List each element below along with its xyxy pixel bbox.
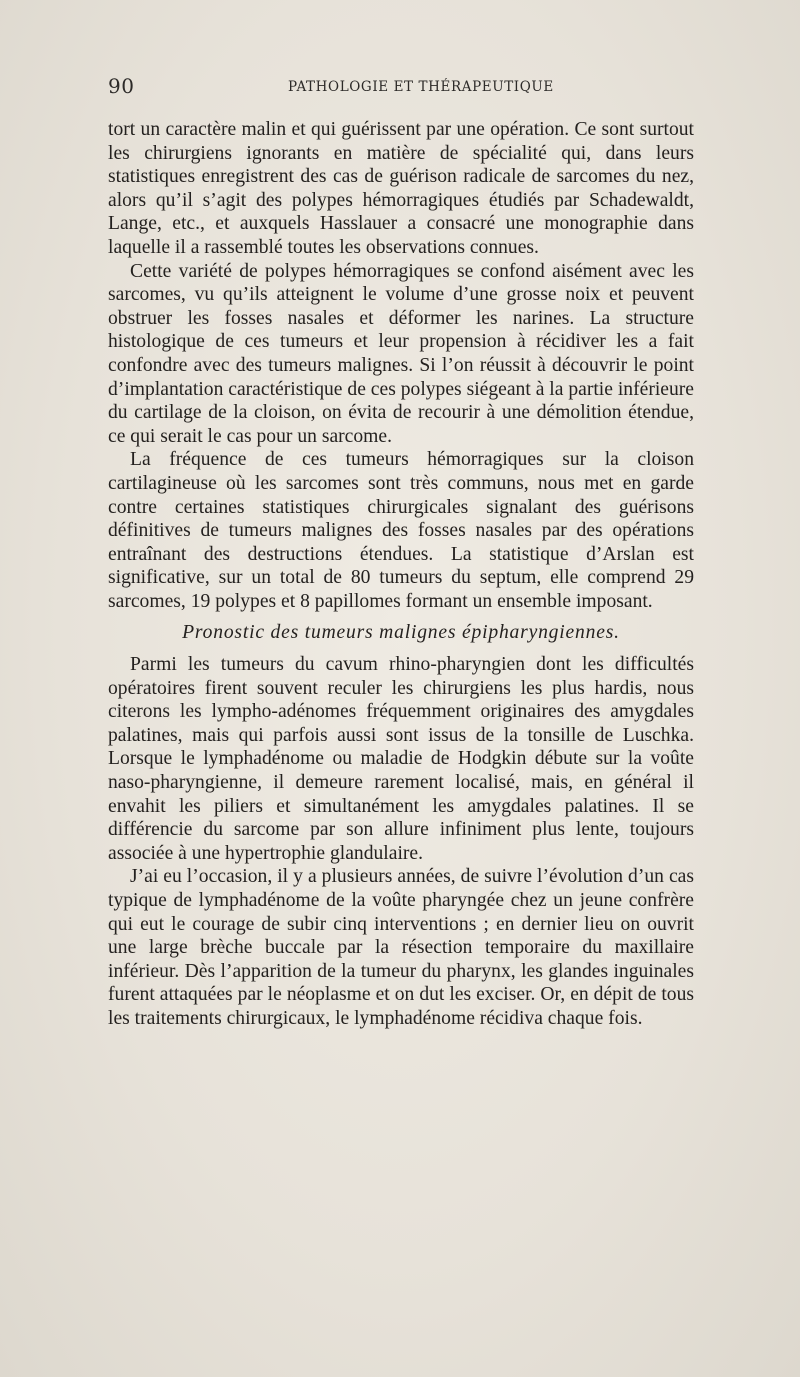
page-number: 90 bbox=[108, 74, 135, 98]
paragraph: La fréquence de ces tumeurs hémorragiques sur la cloison cartilagineuse où les sarcomes sont très communs, nous met en garde contre certaines statistiques chirurgicales signalant des guérisons définitives de tumeurs malignes des fosses nasales par des opérations entraînant des destructions étendues. La statistique d’Arslan est significative, sur un total de 80 tumeurs du septum, elle comprend 29 sarcomes, 19 polypes et 8 papillomes formant un ensemble imposant. bbox=[108, 449, 694, 612]
paragraph: J’ai eu l’occasion, il y a plusieurs années, de suivre l’évolution d’un cas typique de lymphadénome de la voûte pharyngée chez un jeune confrère qui eut le courage de subir cinq interventions ; en dernier lieu on ouvrit une large brèche buccale par la résection temporaire du maxillaire inférieur. Dès l’apparition de la tumeur du pharynx, les glandes inguinales furent attaquées par le néoplasme et on dut les exciser. Or, en dépit de tous les traitements chirurgicaux, le lymphadénome récidiva chaque fois. bbox=[108, 866, 694, 1029]
page-header bbox=[108, 74, 694, 102]
paragraph: Cette variété de polypes hémorragiques se confond aisément avec les sarcomes, vu qu’ils atteignent le volume d’une grosse noix et peuvent obstruer les fosses nasales et déformer les narines. La structure histologique de ces tumeurs et leur propension à récidiver les a fait confondre avec des tumeurs malignes. Si l’on réussit à découvrir le point d’implantation caractéristique de ces polypes siégeant à la partie inférieure du cartilage de la cloison, on évita de recourir à une démolition étendue, ce qui serait le cas pour un sarcome. bbox=[108, 260, 694, 447]
section-heading: Pronostic des tumeurs malignes épipharyngiennes. bbox=[182, 622, 620, 644]
body-text bbox=[108, 118, 694, 1031]
paragraph: Parmi les tumeurs du cavum rhino-pharyngien dont les difficultés opératoires firent souvent reculer les chirurgiens les plus hardis, nous citerons les lympho-adénomes fréquemment originaires des amygdales palatines, mais qui parfois aussi sont issus de la tonsille de Luschka. Lorsque le lymphadénome ou maladie de Hodgkin débute sur la voûte naso-pharyngienne, il demeure rarement localisé, mais, en général il envahit les piliers et simultanément les amygdales palatines. Il se différencie du sarcome par son allure infiniment plus lente, toujours associée à une hypertrophie glandulaire. bbox=[108, 654, 694, 864]
paragraph: tort un caractère malin et qui guérissent par une opération. Ce sont surtout les chirurgiens ignorants en matière de spécialité qui, dans leurs statistiques enregistrent des cas de guérison radicale de sarcomes du nez, alors qu’il s’agit des polypes hémorragiques étudiés par Schadewaldt, Lange, etc., et auxquels Hasslauer a consacré une monographie dans laquelle il a rassemblé toutes les observations connues. bbox=[108, 119, 694, 258]
running-head: PATHOLOGIE ET THÉRAPEUTIQUE bbox=[288, 79, 554, 95]
